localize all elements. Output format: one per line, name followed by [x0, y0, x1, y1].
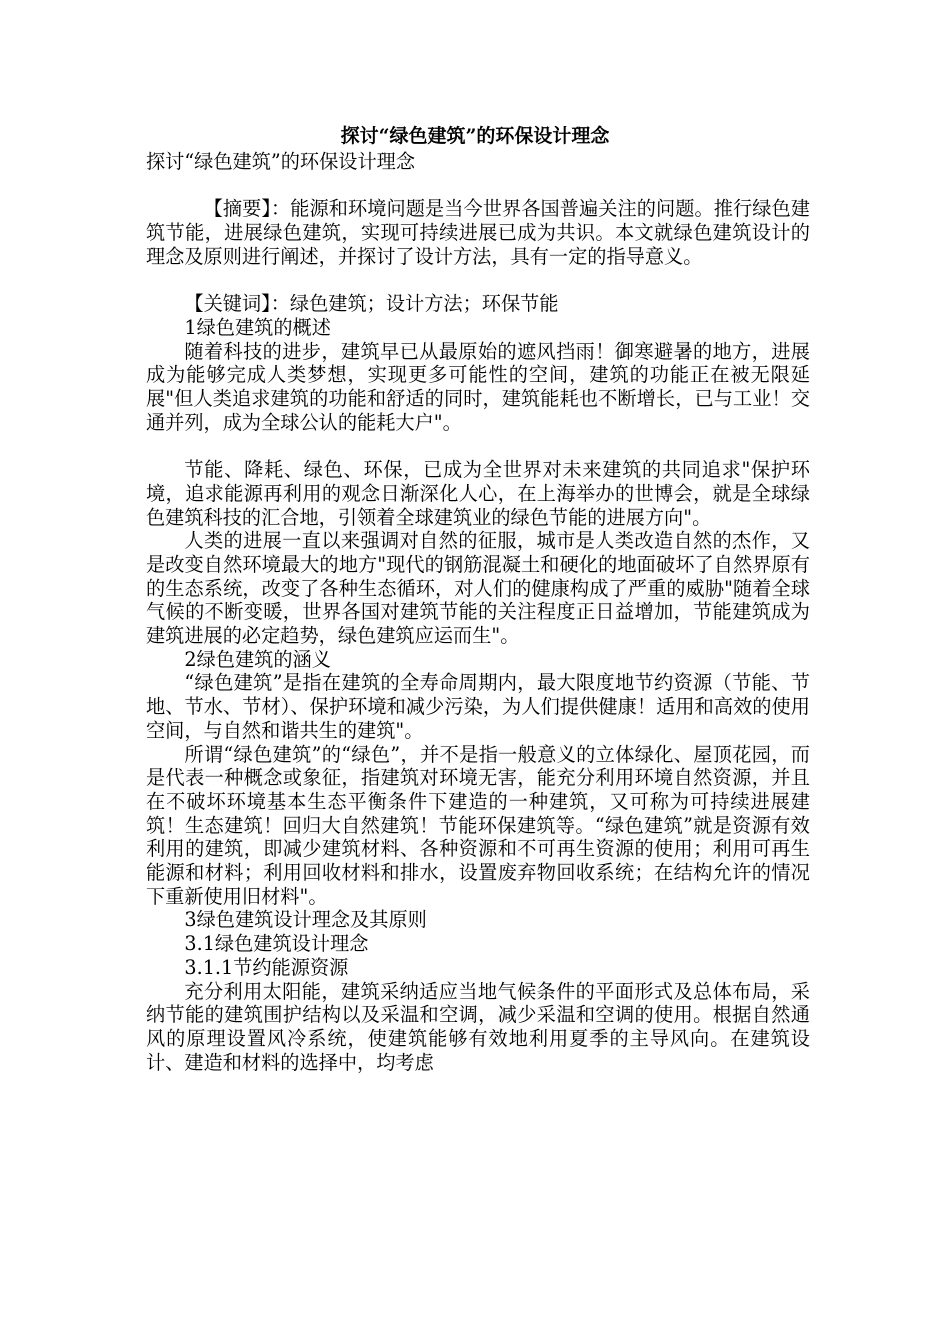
- abstract-paragraph: 【摘要】：能源和环境问题是当今世界各国普遍关注的问题。推行绿色建筑节能，进展绿色建筑，实现可持续进展已成为共识。本文就绿色建筑设计的理念及原则进行阐述，并探讨了设计方法，具有一定的指导意义。: [146, 197, 810, 268]
- section-3-1-heading: 3.1绿色建筑设计理念: [184, 932, 369, 956]
- section-1-heading: 1绿色建筑的概述: [184, 315, 331, 339]
- spacer: [146, 269, 810, 293]
- spacer: [146, 174, 810, 198]
- section-3-1-1-paragraph-1: 充分利用太阳能，建筑采纳适应当地气候条件的平面形式及总体布局，采纳节能的建筑围护结构以及采温和空调，减少采温和空调的使用。根据自然通风的原理设置风冷系统，使建筑能够有效地利用夏季的主导风向。在建筑设计、建造和材料的选择中，均考虑: [146, 979, 810, 1074]
- section-2-heading: 2绿色建筑的涵义: [184, 647, 331, 671]
- spacer: [146, 434, 810, 458]
- section-3-heading: 3绿色建筑设计理念及其原则: [184, 908, 427, 932]
- section-1-paragraph-2: 节能、降耗、绿色、环保，已成为全世界对未来建筑的共同追求"保护环境，追求能源再利用的观念日渐深化人心，在上海举办的世博会，就是全球绿色建筑科技的汇合地，引领着全球建筑业的绿色节能的进展方向"。: [146, 458, 810, 529]
- section-1-paragraph-3: 人类的进展一直以来强调对自然的征服，城市是人类改造自然的杰作，又是改变自然环境最大的地方"现代的钢筋混凝土和硬化的地面破坏了自然界原有的生态系统，改变了各种生态循环，对人们的健康构成了严重的威胁"随着全球气候的不断变暖，世界各国对建筑节能的关注程度正日益增加，节能建筑成为建筑进展的必定趋势，绿色建筑应运而生"。: [146, 529, 810, 648]
- section-2-paragraph-1: “绿色建筑”是指在建筑的全寿命周期内，最大限度地节约资源（节能、节地、节水、节材）、保护环境和减少污染，为人们提供健康！适用和高效的使用空间，与自然和谐共生的建筑"。: [146, 671, 810, 742]
- keywords-paragraph: 【关键词】：绿色建筑；设计方法；环保节能: [184, 292, 559, 316]
- section-3-1-1-heading: 3.1.1节约能源资源: [184, 955, 349, 979]
- section-1-paragraph-1: 随着科技的进步，建筑早已从最原始的遮风挡雨！御寒避暑的地方，进展成为能够完成人类梦想，实现更多可能性的空间，建筑的功能正在被无限延展"但人类追求建筑的功能和舒适的同时，建筑能耗也不断增长，已与工业！交通并列，成为全球公认的能耗大户"。: [146, 339, 810, 434]
- document-body: [146, 150, 810, 1074]
- document-subtitle: 探讨“绿色建筑”的环保设计理念: [146, 150, 416, 173]
- document-title: 探讨“绿色建筑”的环保设计理念: [340, 125, 610, 147]
- section-2-paragraph-2: 所谓“绿色建筑”的“绿色”，并不是指一般意义的立体绿化、屋顶花园，而是代表一种概念或象征，指建筑对环境无害，能充分利用环境自然资源，并且在不破坏环境基本生态平衡条件下建造的一种建筑，又可称为可持续进展建筑！生态建筑！回归大自然建筑！节能环保建筑等。“绿色建筑”就是资源有效利用的建筑，即减少建筑材料、各种资源和不可再生资源的使用；利用可再生能源和材料；利用回收材料和排水，设置废弃物回收系统；在结构允许的情况下重新使用旧材料"。: [146, 742, 810, 908]
